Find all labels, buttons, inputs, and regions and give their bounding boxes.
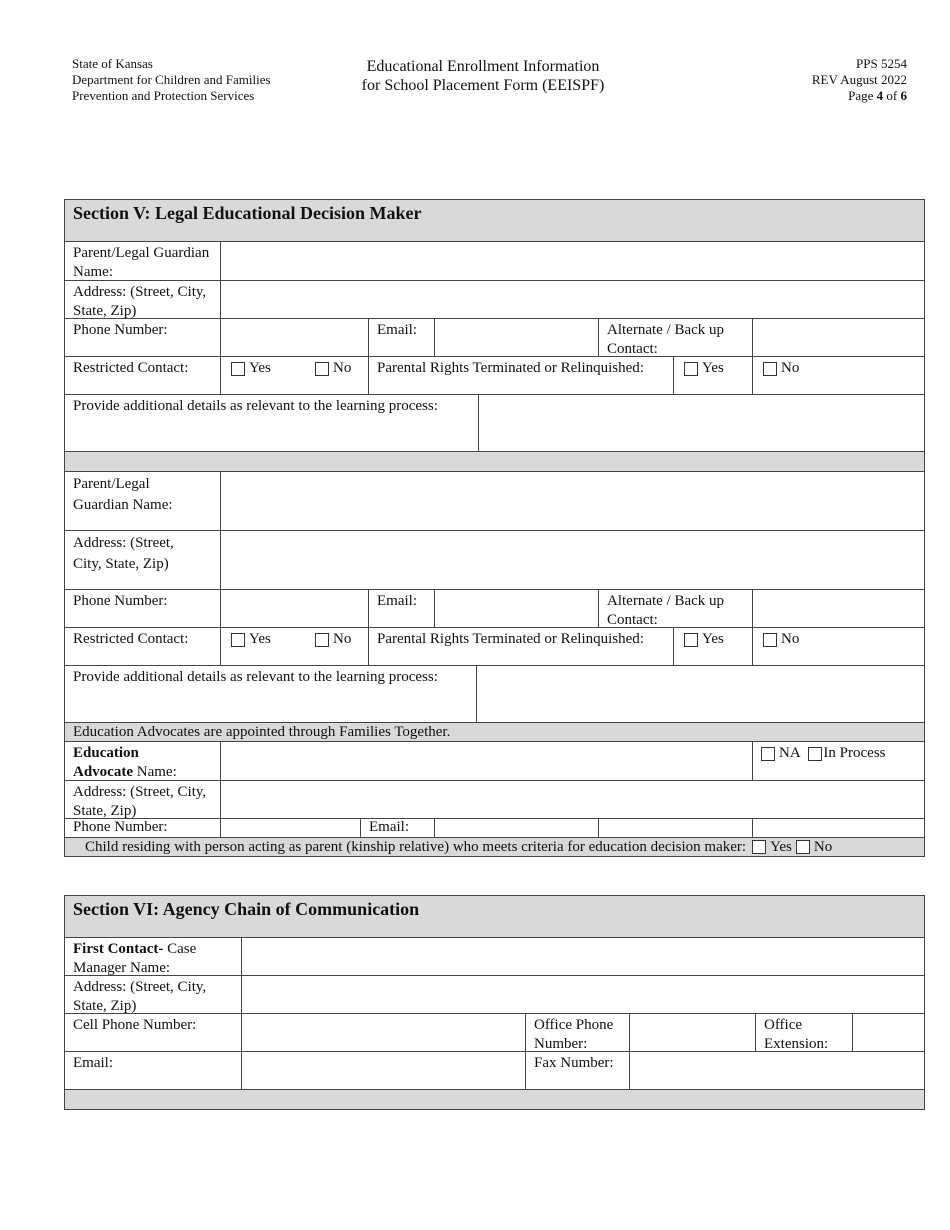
advocate-name-label-rest: Name: <box>133 764 177 780</box>
yes-label: Yes <box>249 360 271 376</box>
guardian-1-contact-row <box>65 318 924 356</box>
agency-address-row <box>65 975 924 1013</box>
advocate-in-process-checkbox[interactable] <box>808 744 885 763</box>
guardian-1-address-row <box>65 280 924 318</box>
section-5-separator <box>65 451 924 471</box>
agency-email-row <box>65 1051 924 1089</box>
advocate-status-options <box>752 742 924 780</box>
agency-address-label: Address: (Street, City, State, Zip) <box>73 979 207 1014</box>
guardian-2-contact-row <box>65 589 924 627</box>
guardian-1-restricted-label: Restricted Contact: <box>73 360 189 376</box>
no-label: No <box>333 360 352 376</box>
advocate-phone-label: Phone Number: <box>73 819 168 835</box>
guardian-1-alt-field[interactable] <box>752 319 924 356</box>
guardian-2-restricted-options <box>220 628 368 665</box>
guardian-1-address-field[interactable] <box>220 281 924 318</box>
yes-label: Yes <box>702 360 724 376</box>
form-revision: REV August 2022 <box>811 72 907 87</box>
agency-email-field[interactable] <box>241 1052 525 1089</box>
advocate-extra-field-1[interactable] <box>598 819 752 837</box>
advocate-na-checkbox[interactable] <box>761 744 801 763</box>
checkbox-icon <box>763 633 777 647</box>
section-6-footer <box>65 1089 924 1109</box>
advocate-name-label-bold-1: Education <box>73 745 139 761</box>
fax-number-field[interactable] <box>629 1052 924 1089</box>
kinship-row <box>65 837 924 856</box>
guardian-2-rights-label: Parental Rights Terminated or Relinquished: <box>368 628 673 665</box>
guardian-1-details-field[interactable] <box>478 395 924 451</box>
advocate-name-label-bold-2: Advocate <box>73 764 133 780</box>
guardian-1-email-field[interactable] <box>434 319 598 356</box>
agency-division: Prevention and Protection Services <box>72 88 255 103</box>
checkbox-icon <box>315 633 329 647</box>
advocate-address-field[interactable] <box>220 781 924 818</box>
first-contact-label <box>65 938 241 975</box>
guardian-1-phone-field[interactable] <box>220 319 368 356</box>
yes-label: Yes <box>249 631 271 647</box>
checkbox-icon <box>231 362 245 376</box>
first-contact-label-bold: First Contact- <box>73 941 164 957</box>
guardian-1-restricted-row <box>65 356 924 394</box>
guardian-2-address-label-line-1: Address: (Street, <box>73 535 174 551</box>
guardian-2-restricted-no[interactable] <box>315 630 351 649</box>
fax-number-label: Fax Number: <box>525 1052 629 1089</box>
guardian-2-email-field[interactable] <box>434 590 598 627</box>
guardian-1-alt-label: Alternate / Back up Contact: <box>598 319 752 356</box>
office-extension-field[interactable] <box>852 1014 924 1051</box>
guardian-1-rights-label: Parental Rights Terminated or Relinquished: <box>368 357 673 394</box>
advocate-phone-field[interactable] <box>220 819 360 837</box>
guardian-2-name-label-line-2: Guardian Name: <box>73 497 173 513</box>
first-contact-row <box>65 937 924 975</box>
advocate-email-field[interactable] <box>434 819 598 837</box>
advocate-name-field[interactable] <box>220 742 752 780</box>
no-label: No <box>333 631 352 647</box>
page-total: 6 <box>900 88 907 103</box>
guardian-1-details-row <box>65 394 924 451</box>
section-6-title: Section VI: Agency Chain of Communication <box>73 899 420 919</box>
advocate-extra-field-2[interactable] <box>752 819 924 837</box>
checkbox-icon <box>763 362 777 376</box>
na-label: NA <box>779 745 801 761</box>
guardian-2-address-label-line-2: City, State, Zip) <box>73 556 169 572</box>
guardian-1-name-label: Parent/Legal Guardian Name: <box>73 245 210 280</box>
page-prefix: Page <box>848 88 877 103</box>
form-title <box>340 57 626 95</box>
agency-email-label: Email: <box>73 1055 113 1071</box>
guardian-2-phone-label: Phone Number: <box>73 593 168 609</box>
no-label: No <box>813 839 833 855</box>
kinship-no-checkbox[interactable] <box>796 838 832 856</box>
guardian-2-restricted-yes[interactable] <box>231 630 271 649</box>
cell-phone-field[interactable] <box>241 1014 525 1051</box>
guardian-2-rights-no[interactable] <box>763 630 799 649</box>
advocate-note-row <box>65 722 924 741</box>
guardian-2-name-label <box>65 472 220 530</box>
checkbox-icon <box>752 840 766 854</box>
first-contact-field[interactable] <box>241 938 924 975</box>
form-title-line-1: Educational Enrollment Information <box>366 58 600 75</box>
office-phone-label: Office Phone Number: <box>525 1014 629 1051</box>
guardian-1-rights-no-cell <box>752 357 924 394</box>
guardian-2-rights-yes-cell <box>673 628 752 665</box>
yes-label: Yes <box>770 839 792 855</box>
checkbox-icon <box>808 747 822 761</box>
checkbox-icon <box>761 747 775 761</box>
checkbox-icon <box>684 362 698 376</box>
form-meta <box>812 56 907 104</box>
guardian-2-address-label <box>65 531 220 589</box>
guardian-2-phone-field[interactable] <box>220 590 368 627</box>
guardian-1-rights-yes[interactable] <box>684 359 724 378</box>
section-6-header <box>65 896 924 937</box>
agency-state: State of Kansas <box>72 56 153 71</box>
no-label: No <box>781 360 800 376</box>
advocate-name-row <box>65 741 924 780</box>
agency-department: Department for Children and Families <box>72 72 271 87</box>
cell-phone-label: Cell Phone Number: <box>73 1017 197 1033</box>
guardian-2-rights-no-cell <box>752 628 924 665</box>
section-6-table <box>64 895 925 1110</box>
checkbox-icon <box>231 633 245 647</box>
first-contact-label-rest: Case Manager Name: <box>73 941 197 976</box>
section-5-table <box>64 199 925 857</box>
page-current: 4 <box>876 88 884 103</box>
kinship-yes-checkbox[interactable] <box>752 838 792 856</box>
checkbox-icon <box>315 362 329 376</box>
form-title-line-2: for School Placement Form (EEISPF) <box>361 77 605 94</box>
checkbox-icon <box>796 840 810 854</box>
office-extension-label: Office Extension: <box>755 1014 852 1051</box>
form-number: PPS 5254 <box>856 56 907 71</box>
advocate-address-label: Address: (Street, City, State, Zip) <box>73 784 207 819</box>
kinship-text: Child residing with person acting as parent (kinship relative) who meets criteria for education decision maker: <box>85 839 747 855</box>
checkbox-icon <box>684 633 698 647</box>
no-label: No <box>781 631 800 647</box>
guardian-2-rights-yes[interactable] <box>684 630 724 649</box>
guardian-1-name-field[interactable] <box>220 242 924 280</box>
guardian-2-name-field[interactable] <box>220 472 924 530</box>
guardian-1-restricted-no[interactable] <box>315 359 351 378</box>
guardian-2-address-field[interactable] <box>220 531 924 589</box>
section-5-header <box>65 200 924 241</box>
guardian-1-rights-no[interactable] <box>763 359 799 378</box>
kinship-question <box>65 838 832 856</box>
guardian-2-email-label: Email: <box>368 590 434 627</box>
guardian-2-restricted-row <box>65 627 924 665</box>
guardian-1-restricted-yes[interactable] <box>231 359 271 378</box>
guardian-1-address-label: Address: (Street, City, State, Zip) <box>73 284 207 319</box>
agency-address-field[interactable] <box>241 976 924 1013</box>
guardian-2-name-row <box>65 471 924 530</box>
guardian-1-email-label: Email: <box>368 319 434 356</box>
page-of: of <box>883 88 901 103</box>
guardian-1-rights-yes-cell <box>673 357 752 394</box>
advocate-email-label: Email: <box>360 819 434 837</box>
section-5-title: Section V: Legal Educational Decision Maker <box>73 203 422 223</box>
guardian-2-alt-label: Alternate / Back up Contact: <box>598 590 752 627</box>
guardian-2-restricted-label: Restricted Contact: <box>73 631 189 647</box>
office-phone-field[interactable] <box>629 1014 755 1051</box>
advocate-note: Education Advocates are appointed through Families Together. <box>73 724 451 740</box>
agency-phone-row <box>65 1013 924 1051</box>
guardian-1-name-row <box>65 241 924 280</box>
in-process-label: In Process <box>823 745 886 761</box>
page-indicator <box>812 88 907 104</box>
advocate-address-row <box>65 780 924 818</box>
guardian-2-details-label: Provide additional details as relevant to the learning process: <box>73 669 438 685</box>
guardian-2-address-row <box>65 530 924 589</box>
guardian-1-phone-label: Phone Number: <box>73 322 168 338</box>
guardian-2-name-label-line-1: Parent/Legal <box>73 476 150 492</box>
guardian-2-details-field[interactable] <box>476 666 924 722</box>
guardian-2-alt-field[interactable] <box>752 590 924 627</box>
guardian-1-restricted-options <box>220 357 368 394</box>
guardian-1-details-label: Provide additional details as relevant to the learning process: <box>73 398 438 414</box>
advocate-name-label <box>65 742 220 780</box>
guardian-2-details-row <box>65 665 924 722</box>
advocate-contact-row <box>65 818 924 837</box>
yes-label: Yes <box>702 631 724 647</box>
agency-header <box>72 56 271 104</box>
